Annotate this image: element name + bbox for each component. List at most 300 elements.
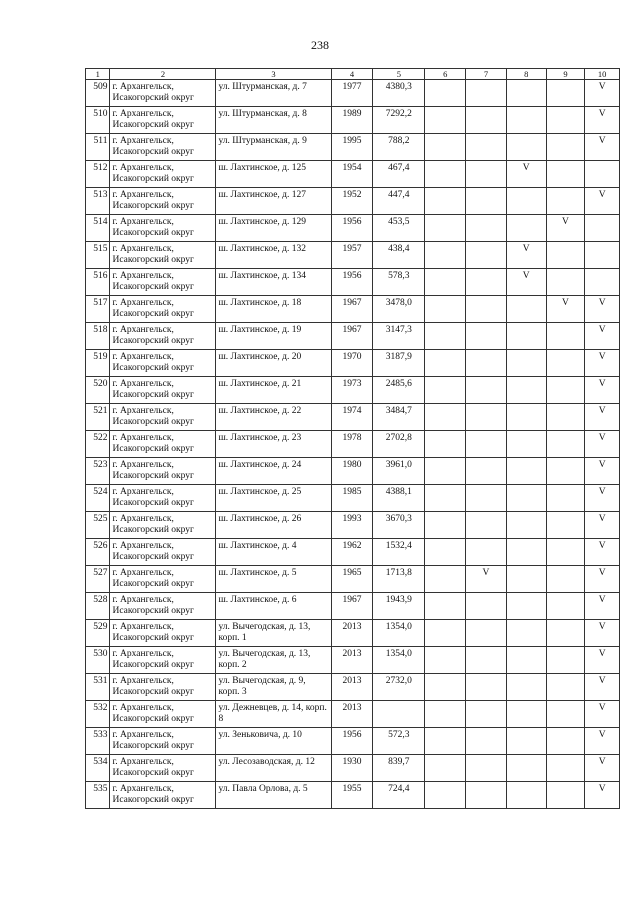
row-number-cell: 516 bbox=[86, 269, 110, 296]
column-10-mark-cell: V bbox=[585, 80, 620, 107]
row-number-cell: 515 bbox=[86, 242, 110, 269]
column-8-mark-cell bbox=[506, 350, 546, 377]
address-cell: ш. Лахтинское, д. 26 bbox=[216, 512, 331, 539]
row-number-cell: 531 bbox=[86, 674, 110, 701]
column-10-mark-cell: V bbox=[585, 755, 620, 782]
column-7-mark-cell bbox=[466, 404, 507, 431]
column-7-mark-cell bbox=[466, 350, 507, 377]
column-10-mark-cell: V bbox=[585, 620, 620, 647]
district-text: Исакогорский округ bbox=[112, 741, 194, 751]
city-text: г. Архангельск, bbox=[112, 487, 174, 497]
row-number-cell: 524 bbox=[86, 485, 110, 512]
column-10-mark-cell: V bbox=[585, 782, 620, 809]
column-6-mark-cell bbox=[425, 350, 466, 377]
column-8-mark-cell bbox=[506, 512, 546, 539]
district-text: Исакогорский округ bbox=[112, 471, 194, 481]
city-text: г. Архангельск, bbox=[112, 352, 174, 362]
locality-cell bbox=[110, 512, 216, 539]
column-7-mark-cell bbox=[466, 593, 507, 620]
table-row bbox=[86, 512, 620, 539]
area-cell: 3478,0 bbox=[373, 296, 425, 323]
district-text: Исакогорский округ bbox=[112, 336, 194, 346]
address-cell: ул. Павла Орлова, д. 5 bbox=[216, 782, 331, 809]
row-number-cell: 535 bbox=[86, 782, 110, 809]
column-10-mark-cell: V bbox=[585, 350, 620, 377]
column-7-mark-cell bbox=[466, 485, 507, 512]
district-text: Исакогорский округ bbox=[112, 768, 194, 778]
column-6-mark-cell bbox=[425, 107, 466, 134]
address-cell: ш. Лахтинское, д. 22 bbox=[216, 404, 331, 431]
table-row bbox=[86, 404, 620, 431]
city-text: г. Архангельск, bbox=[112, 190, 174, 200]
column-8-mark-cell bbox=[506, 566, 546, 593]
column-8-mark-cell bbox=[506, 728, 546, 755]
column-9-mark-cell bbox=[546, 323, 585, 350]
year-built-cell: 1993 bbox=[331, 512, 373, 539]
row-number-cell: 511 bbox=[86, 134, 110, 161]
address-cell: ш. Лахтинское, д. 23 bbox=[216, 431, 331, 458]
address-cell: ул. Вычегодская, д. 13, корп. 2 bbox=[216, 647, 331, 674]
column-7-mark-cell bbox=[466, 728, 507, 755]
column-10-mark-cell: V bbox=[585, 377, 620, 404]
column-9-mark-cell: V bbox=[546, 296, 585, 323]
year-built-cell: 1995 bbox=[331, 134, 373, 161]
column-7-mark-cell bbox=[466, 458, 507, 485]
year-built-cell: 1977 bbox=[331, 80, 373, 107]
district-text: Исакогорский округ bbox=[112, 228, 194, 238]
address-cell: ш. Лахтинское, д. 134 bbox=[216, 269, 331, 296]
area-cell: 4380,3 bbox=[373, 80, 425, 107]
column-7-mark-cell: V bbox=[466, 566, 507, 593]
area-cell: 1354,0 bbox=[373, 620, 425, 647]
column-6-mark-cell bbox=[425, 647, 466, 674]
locality-cell bbox=[110, 566, 216, 593]
column-header: 1 bbox=[86, 69, 110, 80]
column-header: 10 bbox=[585, 69, 620, 80]
district-text: Исакогорский округ bbox=[112, 552, 194, 562]
column-9-mark-cell bbox=[546, 80, 585, 107]
locality-cell bbox=[110, 80, 216, 107]
address-cell: ул. Вычегодская, д. 13, корп. 1 bbox=[216, 620, 331, 647]
column-7-mark-cell bbox=[466, 755, 507, 782]
table-row bbox=[86, 269, 620, 296]
locality-cell bbox=[110, 458, 216, 485]
year-built-cell: 1930 bbox=[331, 755, 373, 782]
table-body bbox=[86, 80, 620, 809]
address-cell: ул. Зеньковича, д. 10 bbox=[216, 728, 331, 755]
year-built-cell: 1989 bbox=[331, 107, 373, 134]
year-built-cell: 1973 bbox=[331, 377, 373, 404]
column-number-header-row bbox=[86, 69, 620, 80]
column-6-mark-cell bbox=[425, 404, 466, 431]
column-9-mark-cell bbox=[546, 782, 585, 809]
district-text: Исакогорский округ bbox=[112, 120, 194, 130]
area-cell: 572,3 bbox=[373, 728, 425, 755]
area-cell: 1532,4 bbox=[373, 539, 425, 566]
area-cell: 2702,8 bbox=[373, 431, 425, 458]
column-6-mark-cell bbox=[425, 188, 466, 215]
area-cell: 2732,0 bbox=[373, 674, 425, 701]
table-row bbox=[86, 296, 620, 323]
city-text: г. Архангельск, bbox=[112, 703, 174, 713]
area-cell: 1354,0 bbox=[373, 647, 425, 674]
address-cell: ш. Лахтинское, д. 127 bbox=[216, 188, 331, 215]
column-7-mark-cell bbox=[466, 80, 507, 107]
row-number-cell: 510 bbox=[86, 107, 110, 134]
table-row bbox=[86, 161, 620, 188]
column-8-mark-cell bbox=[506, 701, 546, 728]
year-built-cell: 1956 bbox=[331, 215, 373, 242]
column-10-mark-cell bbox=[585, 161, 620, 188]
column-10-mark-cell: V bbox=[585, 593, 620, 620]
column-header: 4 bbox=[331, 69, 373, 80]
city-text: г. Архангельск, bbox=[112, 514, 174, 524]
city-text: г. Архангельск, bbox=[112, 730, 174, 740]
district-text: Исакогорский округ bbox=[112, 255, 194, 265]
area-cell: 3147,3 bbox=[373, 323, 425, 350]
page-number: 238 bbox=[311, 38, 329, 52]
table-row bbox=[86, 593, 620, 620]
area-cell: 438,4 bbox=[373, 242, 425, 269]
column-6-mark-cell bbox=[425, 80, 466, 107]
column-header: 6 bbox=[425, 69, 466, 80]
locality-cell bbox=[110, 755, 216, 782]
address-cell: ш. Лахтинское, д. 24 bbox=[216, 458, 331, 485]
address-cell: ш. Лахтинское, д. 132 bbox=[216, 242, 331, 269]
column-6-mark-cell bbox=[425, 674, 466, 701]
city-text: г. Архангельск, bbox=[112, 595, 174, 605]
column-8-mark-cell bbox=[506, 296, 546, 323]
column-9-mark-cell bbox=[546, 107, 585, 134]
column-7-mark-cell bbox=[466, 188, 507, 215]
area-cell: 467,4 bbox=[373, 161, 425, 188]
column-6-mark-cell bbox=[425, 215, 466, 242]
locality-cell bbox=[110, 350, 216, 377]
city-text: г. Архангельск, bbox=[112, 82, 174, 92]
column-9-mark-cell bbox=[546, 539, 585, 566]
table-row bbox=[86, 80, 620, 107]
column-10-mark-cell: V bbox=[585, 296, 620, 323]
year-built-cell: 1985 bbox=[331, 485, 373, 512]
year-built-cell: 1967 bbox=[331, 323, 373, 350]
locality-cell bbox=[110, 485, 216, 512]
locality-cell bbox=[110, 620, 216, 647]
column-6-mark-cell bbox=[425, 377, 466, 404]
year-built-cell: 1980 bbox=[331, 458, 373, 485]
column-8-mark-cell: V bbox=[506, 269, 546, 296]
locality-cell bbox=[110, 215, 216, 242]
column-7-mark-cell bbox=[466, 134, 507, 161]
district-text: Исакогорский округ bbox=[112, 714, 194, 724]
column-9-mark-cell bbox=[546, 458, 585, 485]
row-number-cell: 523 bbox=[86, 458, 110, 485]
column-10-mark-cell: V bbox=[585, 107, 620, 134]
column-9-mark-cell bbox=[546, 242, 585, 269]
column-7-mark-cell bbox=[466, 512, 507, 539]
locality-cell bbox=[110, 242, 216, 269]
table-row bbox=[86, 485, 620, 512]
locality-cell bbox=[110, 296, 216, 323]
column-7-mark-cell bbox=[466, 620, 507, 647]
city-text: г. Архангельск, bbox=[112, 568, 174, 578]
column-header: 8 bbox=[506, 69, 546, 80]
column-9-mark-cell bbox=[546, 566, 585, 593]
year-built-cell: 1965 bbox=[331, 566, 373, 593]
column-10-mark-cell: V bbox=[585, 485, 620, 512]
year-built-cell: 2013 bbox=[331, 620, 373, 647]
column-9-mark-cell bbox=[546, 350, 585, 377]
district-text: Исакогорский округ bbox=[112, 93, 194, 103]
column-8-mark-cell: V bbox=[506, 161, 546, 188]
column-7-mark-cell bbox=[466, 296, 507, 323]
area-cell bbox=[373, 701, 425, 728]
table-row bbox=[86, 458, 620, 485]
column-10-mark-cell: V bbox=[585, 458, 620, 485]
column-7-mark-cell bbox=[466, 701, 507, 728]
column-6-mark-cell bbox=[425, 458, 466, 485]
locality-cell bbox=[110, 728, 216, 755]
table-row bbox=[86, 539, 620, 566]
column-6-mark-cell bbox=[425, 782, 466, 809]
address-cell: ш. Лахтинское, д. 20 bbox=[216, 350, 331, 377]
district-text: Исакогорский округ bbox=[112, 174, 194, 184]
locality-cell bbox=[110, 539, 216, 566]
row-number-cell: 517 bbox=[86, 296, 110, 323]
column-10-mark-cell: V bbox=[585, 188, 620, 215]
column-6-mark-cell bbox=[425, 755, 466, 782]
district-text: Исакогорский округ bbox=[112, 498, 194, 508]
column-7-mark-cell bbox=[466, 782, 507, 809]
address-cell: ш. Лахтинское, д. 25 bbox=[216, 485, 331, 512]
column-10-mark-cell: V bbox=[585, 323, 620, 350]
row-number-cell: 530 bbox=[86, 647, 110, 674]
column-9-mark-cell bbox=[546, 134, 585, 161]
column-9-mark-cell bbox=[546, 188, 585, 215]
year-built-cell: 1957 bbox=[331, 242, 373, 269]
address-cell: ш. Лахтинское, д. 18 bbox=[216, 296, 331, 323]
city-text: г. Архангельск, bbox=[112, 433, 174, 443]
locality-cell bbox=[110, 674, 216, 701]
table-row bbox=[86, 107, 620, 134]
column-9-mark-cell bbox=[546, 647, 585, 674]
row-number-cell: 522 bbox=[86, 431, 110, 458]
column-8-mark-cell bbox=[506, 782, 546, 809]
table-row bbox=[86, 188, 620, 215]
column-9-mark-cell bbox=[546, 485, 585, 512]
table-row bbox=[86, 674, 620, 701]
column-8-mark-cell: V bbox=[506, 242, 546, 269]
column-header: 9 bbox=[546, 69, 585, 80]
city-text: г. Архангельск, bbox=[112, 406, 174, 416]
column-6-mark-cell bbox=[425, 566, 466, 593]
area-cell: 7292,2 bbox=[373, 107, 425, 134]
locality-cell bbox=[110, 323, 216, 350]
locality-cell bbox=[110, 701, 216, 728]
column-9-mark-cell bbox=[546, 728, 585, 755]
city-text: г. Архангельск, bbox=[112, 757, 174, 767]
locality-cell bbox=[110, 134, 216, 161]
row-number-cell: 513 bbox=[86, 188, 110, 215]
column-10-mark-cell: V bbox=[585, 539, 620, 566]
column-6-mark-cell bbox=[425, 728, 466, 755]
column-10-mark-cell: V bbox=[585, 674, 620, 701]
locality-cell bbox=[110, 188, 216, 215]
column-10-mark-cell: V bbox=[585, 701, 620, 728]
row-number-cell: 525 bbox=[86, 512, 110, 539]
city-text: г. Архангельск, bbox=[112, 109, 174, 119]
column-9-mark-cell bbox=[546, 161, 585, 188]
column-6-mark-cell bbox=[425, 296, 466, 323]
address-cell: ш. Лахтинское, д. 125 bbox=[216, 161, 331, 188]
locality-cell bbox=[110, 782, 216, 809]
column-header: 7 bbox=[466, 69, 507, 80]
locality-cell bbox=[110, 161, 216, 188]
city-text: г. Архангельск, bbox=[112, 676, 174, 686]
row-number-cell: 520 bbox=[86, 377, 110, 404]
column-6-mark-cell bbox=[425, 431, 466, 458]
column-10-mark-cell: V bbox=[585, 647, 620, 674]
district-text: Исакогорский округ bbox=[112, 417, 194, 427]
column-header: 5 bbox=[373, 69, 425, 80]
city-text: г. Архангельск, bbox=[112, 460, 174, 470]
column-8-mark-cell bbox=[506, 80, 546, 107]
row-number-cell: 527 bbox=[86, 566, 110, 593]
year-built-cell: 1967 bbox=[331, 296, 373, 323]
table-row bbox=[86, 566, 620, 593]
address-cell: ш. Лахтинское, д. 6 bbox=[216, 593, 331, 620]
year-built-cell: 1970 bbox=[331, 350, 373, 377]
row-number-cell: 521 bbox=[86, 404, 110, 431]
area-cell: 4388,1 bbox=[373, 485, 425, 512]
table-row bbox=[86, 134, 620, 161]
column-9-mark-cell bbox=[546, 512, 585, 539]
address-cell: ул. Штурманская, д. 9 bbox=[216, 134, 331, 161]
locality-cell bbox=[110, 593, 216, 620]
address-cell: ул. Дежневцев, д. 14, корп. 8 bbox=[216, 701, 331, 728]
year-built-cell: 1955 bbox=[331, 782, 373, 809]
row-number-cell: 514 bbox=[86, 215, 110, 242]
column-10-mark-cell bbox=[585, 215, 620, 242]
year-built-cell: 1954 bbox=[331, 161, 373, 188]
column-8-mark-cell bbox=[506, 593, 546, 620]
column-9-mark-cell bbox=[546, 674, 585, 701]
column-7-mark-cell bbox=[466, 215, 507, 242]
city-text: г. Архангельск, bbox=[112, 298, 174, 308]
column-6-mark-cell bbox=[425, 269, 466, 296]
address-cell: ш. Лахтинское, д. 21 bbox=[216, 377, 331, 404]
column-6-mark-cell bbox=[425, 512, 466, 539]
column-7-mark-cell bbox=[466, 161, 507, 188]
locality-cell bbox=[110, 404, 216, 431]
year-built-cell: 2013 bbox=[331, 674, 373, 701]
column-10-mark-cell: V bbox=[585, 512, 620, 539]
table-row bbox=[86, 728, 620, 755]
column-8-mark-cell bbox=[506, 134, 546, 161]
row-number-cell: 533 bbox=[86, 728, 110, 755]
district-text: Исакогорский округ bbox=[112, 579, 194, 589]
table-row bbox=[86, 350, 620, 377]
year-built-cell: 1956 bbox=[331, 728, 373, 755]
area-cell: 839,7 bbox=[373, 755, 425, 782]
column-10-mark-cell: V bbox=[585, 566, 620, 593]
address-cell: ул. Лесозаводская, д. 12 bbox=[216, 755, 331, 782]
column-6-mark-cell bbox=[425, 485, 466, 512]
column-8-mark-cell bbox=[506, 107, 546, 134]
locality-cell bbox=[110, 269, 216, 296]
column-8-mark-cell bbox=[506, 485, 546, 512]
column-10-mark-cell: V bbox=[585, 134, 620, 161]
column-6-mark-cell bbox=[425, 539, 466, 566]
column-9-mark-cell bbox=[546, 431, 585, 458]
row-number-cell: 532 bbox=[86, 701, 110, 728]
city-text: г. Архангельск, bbox=[112, 379, 174, 389]
year-built-cell: 1974 bbox=[331, 404, 373, 431]
column-8-mark-cell bbox=[506, 377, 546, 404]
district-text: Исакогорский округ bbox=[112, 282, 194, 292]
row-number-cell: 526 bbox=[86, 539, 110, 566]
district-text: Исакогорский округ bbox=[112, 660, 194, 670]
district-text: Исакогорский округ bbox=[112, 147, 194, 157]
column-8-mark-cell bbox=[506, 647, 546, 674]
year-built-cell: 2013 bbox=[331, 701, 373, 728]
table-row bbox=[86, 620, 620, 647]
city-text: г. Архангельск, bbox=[112, 325, 174, 335]
column-9-mark-cell bbox=[546, 377, 585, 404]
city-text: г. Архангельск, bbox=[112, 271, 174, 281]
column-10-mark-cell: V bbox=[585, 728, 620, 755]
column-10-mark-cell bbox=[585, 242, 620, 269]
area-cell: 3484,7 bbox=[373, 404, 425, 431]
column-9-mark-cell bbox=[546, 404, 585, 431]
city-text: г. Архангельск, bbox=[112, 136, 174, 146]
column-8-mark-cell bbox=[506, 404, 546, 431]
column-7-mark-cell bbox=[466, 647, 507, 674]
row-number-cell: 529 bbox=[86, 620, 110, 647]
area-cell: 788,2 bbox=[373, 134, 425, 161]
table-row bbox=[86, 647, 620, 674]
column-8-mark-cell bbox=[506, 188, 546, 215]
year-built-cell: 1956 bbox=[331, 269, 373, 296]
column-8-mark-cell bbox=[506, 323, 546, 350]
district-text: Исакогорский округ bbox=[112, 687, 194, 697]
locality-cell bbox=[110, 377, 216, 404]
row-number-cell: 509 bbox=[86, 80, 110, 107]
column-header: 3 bbox=[216, 69, 331, 80]
column-6-mark-cell bbox=[425, 161, 466, 188]
district-text: Исакогорский округ bbox=[112, 444, 194, 454]
row-number-cell: 534 bbox=[86, 755, 110, 782]
column-6-mark-cell bbox=[425, 593, 466, 620]
column-6-mark-cell bbox=[425, 323, 466, 350]
column-6-mark-cell bbox=[425, 701, 466, 728]
column-8-mark-cell bbox=[506, 755, 546, 782]
table-row bbox=[86, 215, 620, 242]
area-cell: 3187,9 bbox=[373, 350, 425, 377]
column-8-mark-cell bbox=[506, 215, 546, 242]
address-cell: ш. Лахтинское, д. 19 bbox=[216, 323, 331, 350]
district-text: Исакогорский округ bbox=[112, 606, 194, 616]
city-text: г. Архангельск, bbox=[112, 244, 174, 254]
city-text: г. Архангельск, bbox=[112, 649, 174, 659]
column-8-mark-cell bbox=[506, 620, 546, 647]
row-number-cell: 512 bbox=[86, 161, 110, 188]
district-text: Исакогорский округ bbox=[112, 525, 194, 535]
year-built-cell: 1967 bbox=[331, 593, 373, 620]
column-9-mark-cell bbox=[546, 269, 585, 296]
district-text: Исакогорский округ bbox=[112, 795, 194, 805]
district-text: Исакогорский округ bbox=[112, 633, 194, 643]
column-7-mark-cell bbox=[466, 323, 507, 350]
